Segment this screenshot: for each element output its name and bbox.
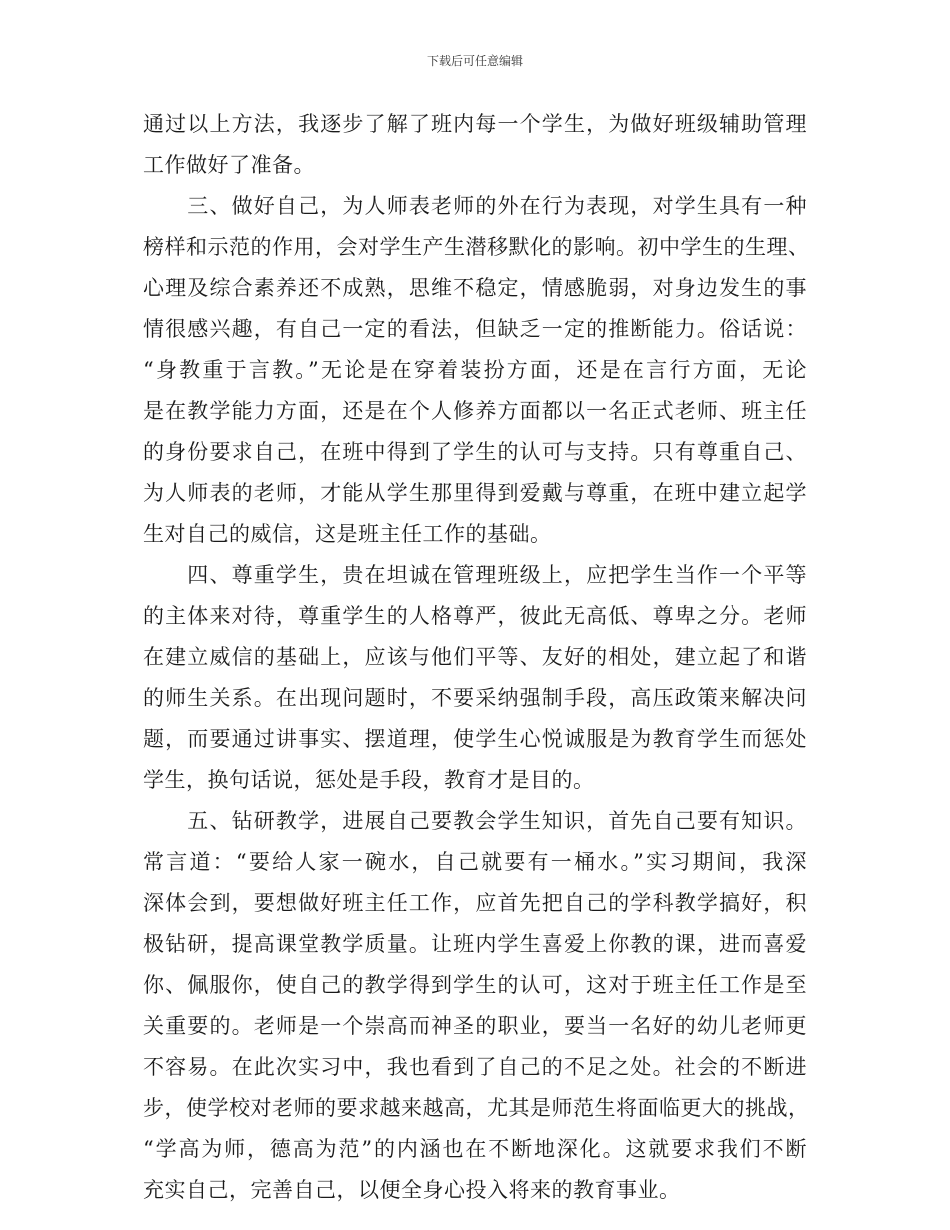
text-line: 极钻研，提高课堂教学质量。让班内学生喜爱上你教的课，进而喜爱 <box>143 932 807 956</box>
text-line: 的师生关系。在出现问题时，不要采纳强制手段，高压政策来解决问 <box>143 686 807 710</box>
text-line: 的主体来对待，尊重学生的人格尊严，彼此无高低、尊卑之分。老师 <box>143 604 807 628</box>
text-line: 学生，换句话说，惩处是手段，教育才是目的。 <box>143 768 595 792</box>
text-line: 为人师表的老师，才能从学生那里得到爱戴与尊重，在班中建立起学 <box>143 481 807 505</box>
text-line: 常言道：“要给人家一碗水，自己就要有一桶水。”实习期间，我深 <box>143 850 807 874</box>
text-line: 三、做好自己，为人师表老师的外在行为表现，对学生具有一种 <box>143 194 807 218</box>
text-line: “学高为师，德高为范”的内涵也在不断地深化。这就要求我们不断 <box>143 1137 807 1161</box>
text-line: 榜样和示范的作用，会对学生产生潜移默化的影响。初中学生的生理、 <box>143 235 810 259</box>
text-line: 生对自己的威信，这是班主任工作的基础。 <box>143 522 552 546</box>
page-header-note: 下载后可任意编辑 <box>426 54 523 68</box>
text-line: 你、佩服你，使自己的教学得到学生的认可，这对于班主任工作是至 <box>143 973 807 997</box>
text-line: 心理及综合素养还不成熟，思维不稳定，情感脆弱，对身边发生的事 <box>143 276 807 300</box>
text-line: 情很感兴趣，有自己一定的看法，但缺乏一定的推断能力。俗话说： <box>143 317 807 341</box>
text-line: 是在教学能力方面，还是在个人修养方面都以一名正式老师、班主任 <box>143 399 807 423</box>
text-line: 题，而要通过讲事实、摆道理，使学生心悦诚服是为教育学生而惩处 <box>143 727 807 751</box>
text-line: 的身份要求自己，在班中得到了学生的认可与支持。只有尊重自己、 <box>143 440 807 464</box>
document-body <box>143 104 810 1211</box>
text-line: 通过以上方法，我逐步了解了班内每一个学生，为做好班级辅助管理 <box>143 112 807 136</box>
text-line: 在建立威信的基础上，应该与他们平等、友好的相处，建立起了和谐 <box>143 645 807 669</box>
text-line: 充实自己，完善自己，以便全身心投入将来的教育事业。 <box>143 1178 681 1202</box>
text-line: 不容易。在此次实习中，我也看到了自己的不足之处。社会的不断进 <box>143 1055 807 1079</box>
text-line: 步，使学校对老师的要求越来越高，尤其是师范生将面临更大的挑战， <box>143 1096 810 1120</box>
text-line: 四、尊重学生，贵在坦诚在管理班级上，应把学生当作一个平等 <box>143 563 807 587</box>
text-line: 工作做好了准备。 <box>143 153 315 177</box>
text-line: 深体会到，要想做好班主任工作，应首先把自己的学科教学搞好，积 <box>143 891 807 915</box>
text-line: 五、钻研教学，进展自己要教会学生知识，首先自己要有知识。 <box>143 809 807 833</box>
text-line: “身教重于言教。”无论是在穿着装扮方面，还是在言行方面，无论 <box>143 358 807 382</box>
text-line: 关重要的。老师是一个崇高而神圣的职业，要当一名好的幼儿老师更 <box>143 1014 807 1038</box>
